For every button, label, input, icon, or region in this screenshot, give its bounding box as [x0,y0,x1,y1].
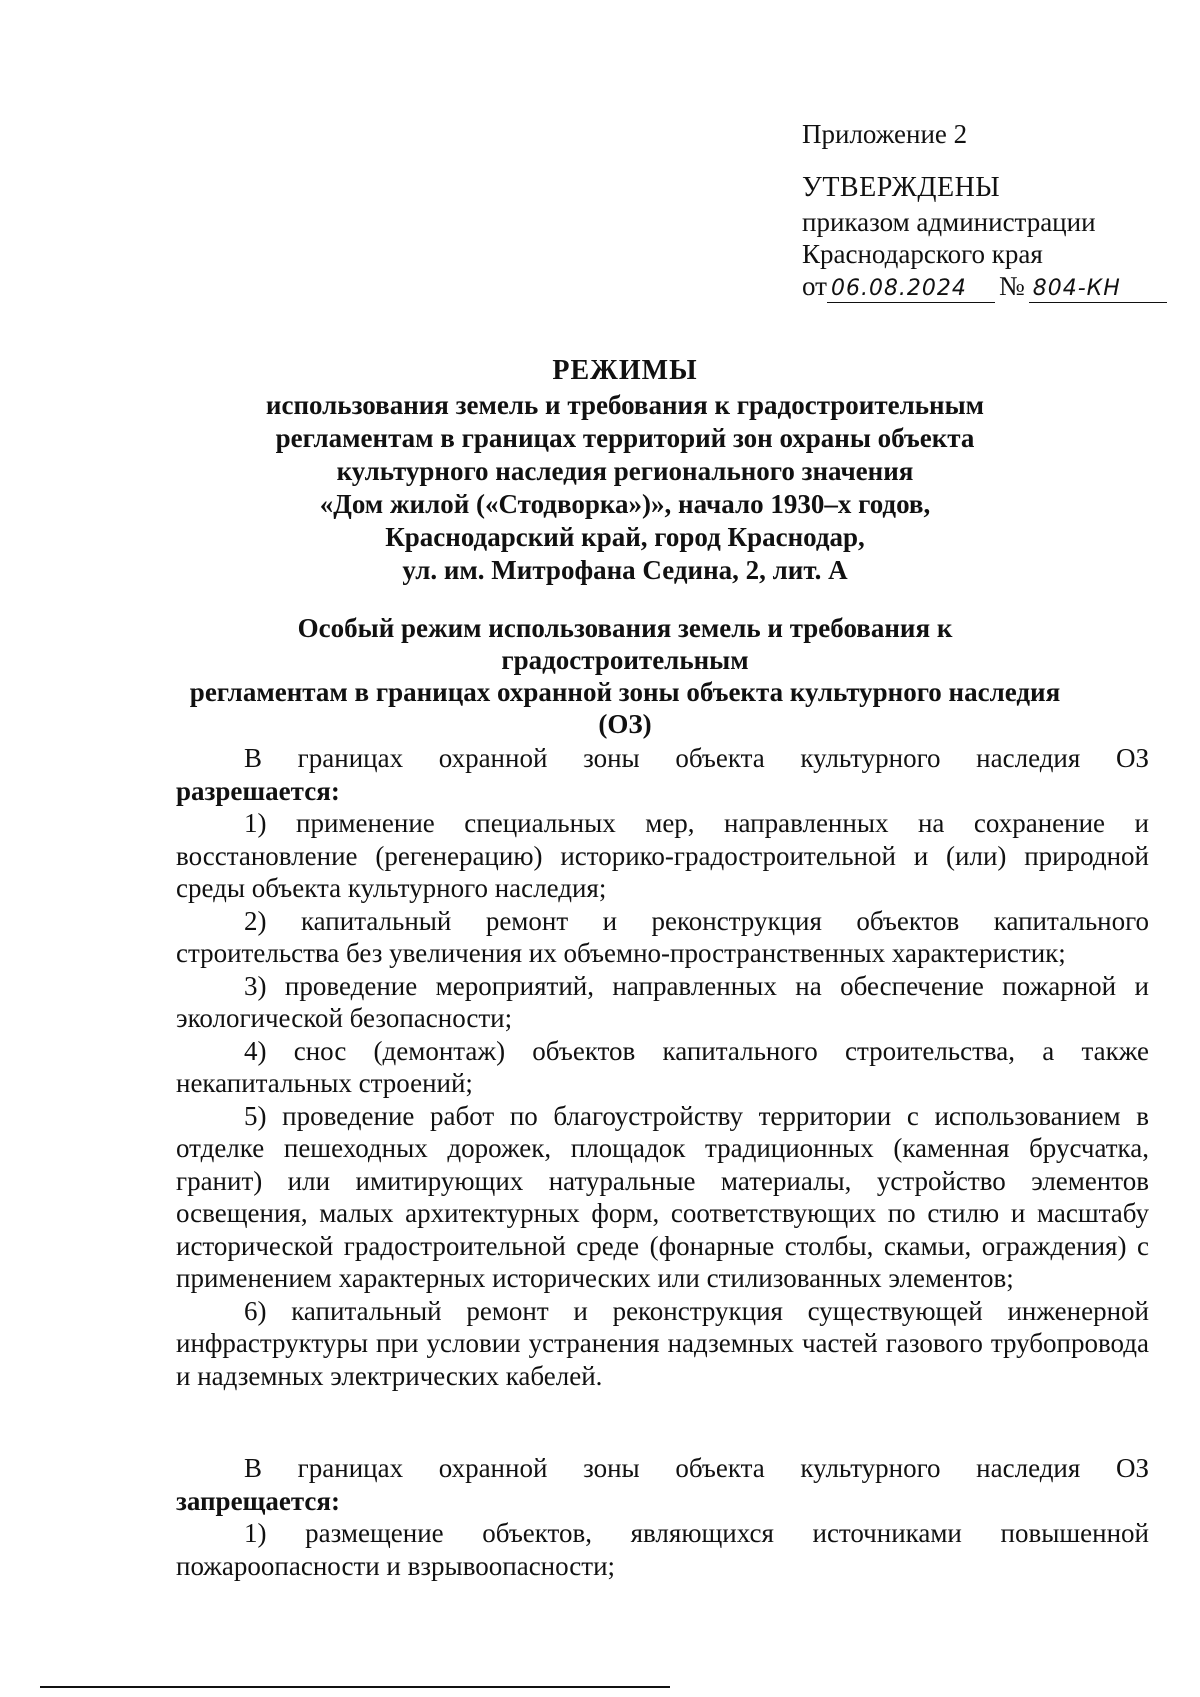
heading-line: ул. им. Митрофана Седина, 2, лит. А [402,555,848,585]
allowed-item: 6) капитальный ремонт и реконструкция существующей инженерной инфраструктуры при условии устранения надземных частей газового трубопровода и надземных электрических кабелей. [176,1295,1149,1391]
document-title: РЕЖИМЫ [552,355,698,386]
section-heading-line: Особый режим использования земель и требования к градостроительным [297,613,953,675]
heading-line: «Дом жилой («Стодворка»)», начало 1930–х годов, [319,489,931,519]
allowed-intro: В границах охранной зоны объекта культурного наследия ОЗ [244,743,1149,773]
footer-divider [40,1686,670,1688]
forbidden-section [176,1452,1149,1582]
allowed-item: 1) применение специальных мер, направленных на сохранение и восстановление (регенерацию) историко-градостроительной и (или) природной среды объекта культурного наследия; [176,808,1149,903]
allowed-item: 3) проведение мероприятий, направленных на обеспечение пожарной и экологической безопасности; [176,970,1149,1033]
order-prefix: от [802,271,827,301]
heading-line: Краснодарский край, город Краснодар, [385,522,865,552]
order-line [802,270,1182,303]
allowed-item: 2) капитальный ремонт и реконструкция объектов капитального строительства без увеличения их объемно-пространственных характеристик; [176,905,1149,968]
handwritten-order-number: 804-КН [1029,276,1167,303]
allowed-keyword: разрешается: [176,775,340,806]
forbidden-keyword: запрещается: [176,1485,341,1516]
heading-line: использования земель и требования к градостроительным [265,390,985,420]
heading-line: культурного наследия регионального значения [336,456,914,486]
allowed-section [176,742,1149,1392]
annex-label: Приложение 2 [802,119,968,149]
heading-line: регламентам в границах территорий зон охраны объекта [275,423,975,453]
approved-label: УТВЕРЖДЕНЫ [802,172,1001,203]
section-heading-line: регламентам в границах охранной зоны объекта культурного наследия [189,677,1061,707]
allowed-item: 4) снос (демонтаж) объектов капитального строительства, а также некапитальных строений; [176,1035,1149,1098]
number-sign: № [998,271,1025,301]
allowed-item: 5) проведение работ по благоустройству территории с использованием в отделке пешеходных дорожек, площадок традиционных (каменная брусчатка, гранит) или имитирующих натуральные материалы, устройство элементов освещения, малых архитектурных форм, соответствующих по стилю и масштабу исторической градостроительной среде (фонарные столбы, скамьи, ограждения) с применением характерных исторических или стилизованных элементов; [176,1100,1149,1293]
handwritten-order-date: 06.08.2024 [827,276,995,303]
section-heading-line: (ОЗ) [598,709,652,739]
document-heading [180,354,1070,587]
forbidden-intro: В границах охранной зоны объекта культурного наследия ОЗ [244,1453,1149,1483]
approval-line: приказом администрации [802,207,1096,237]
approval-line: Краснодарского края [802,239,1043,269]
forbidden-item: 1) размещение объектов, являющихся источниками повышенной пожароопасности и взрывоопасности; [176,1518,1149,1581]
approval-block [802,118,1182,303]
section-heading [175,612,1075,740]
